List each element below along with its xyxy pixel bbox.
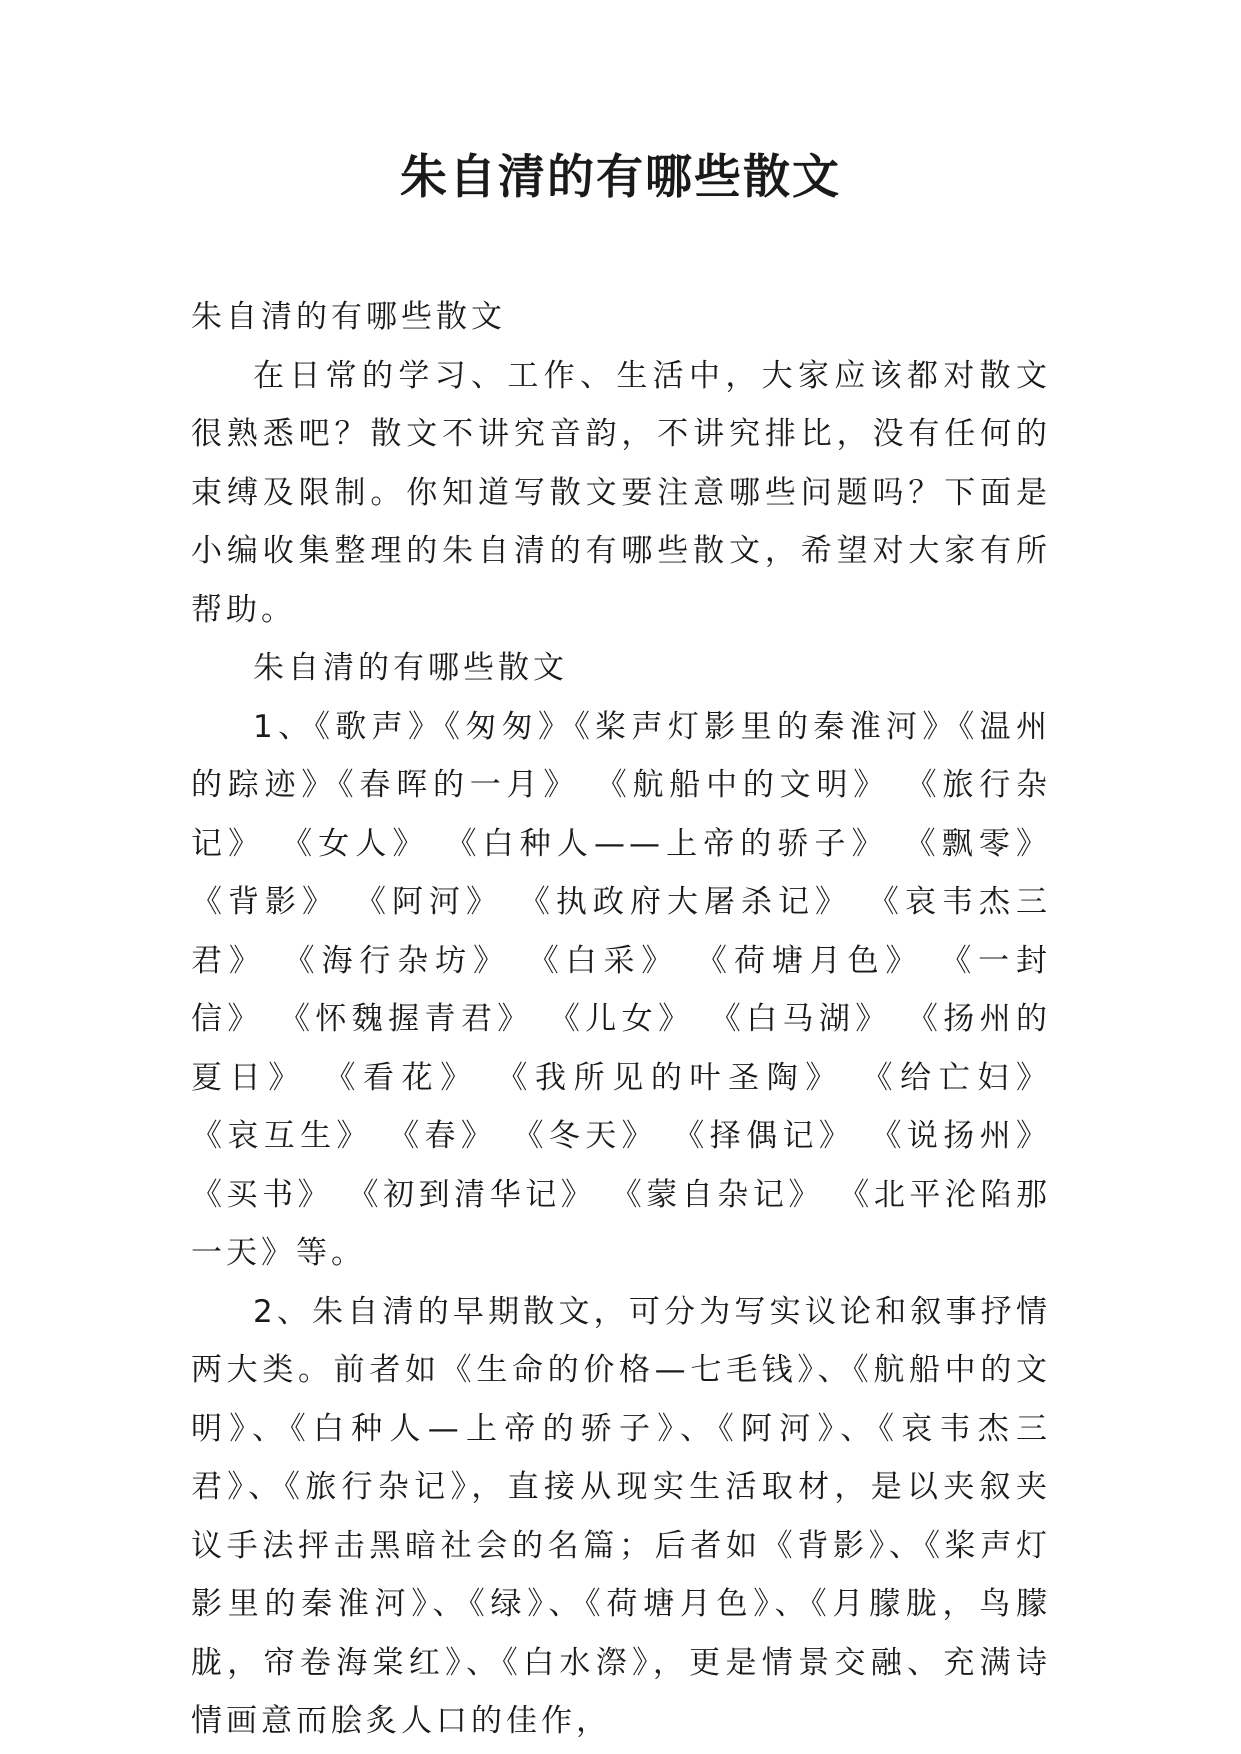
section-heading: 朱自清的有哪些散文 xyxy=(253,650,568,686)
document-body xyxy=(191,288,1051,1751)
intro-paragraph: 在日常的学习、工作、生活中，大家应该都对散文很熟悉吧？散文不讲究音韵，不讲究排比，没有任何的束缚及限制。你知道写散文要注意哪些问题吗？下面是小编收集整理的朱自清的有哪些散文，希望对大家有所帮助。 xyxy=(191,357,1051,628)
document-title: 朱自清的有哪些散文 xyxy=(400,150,841,205)
early-essays-paragraph: 2、朱自清的早期散文，可分为写实议论和叙事抒情两大类。前者如《生命的价格—七毛钱》、《航船中的文明》、《白种人—上帝的骄子》、《阿河》、《哀韦杰三君》、《旅行杂记》，直接从现实生活取材，是以夹叙夹议手法抨击黑暗社会的名篇；后者如《背影》、《桨声灯影里的秦淮河》、《绿》、《荷塘月色》、《月朦胧，鸟朦胧，帘卷海棠红》、《白水漈》，更是情景交融、充满诗情画意而脍炙人口的佳作， xyxy=(191,1293,1051,1739)
essay-list-paragraph: 1、《歌声》《匆匆》《桨声灯影里的秦淮河》《温州的踪迹》《春晖的一月》 《航船中的文明》 《旅行杂记》 《女人》 《白种人——上帝的骄子》 《飘零》 《背影》 《阿河》 《执政府大屠杀记》 《哀韦杰三君》 《海行杂坊》 《白采》 《荷塘月色》 《一封信》 《怀魏握青君》 《儿女》 《白马湖》 《扬州的夏日》 《看花》 《我所见的叶圣陶》 《给亡妇》 《哀互生》 《春》 《冬天》 《择偶记》 《说扬州》 《买书》 《初到清华记》 《蒙自杂记》 《北平沦陷那一天》等。 xyxy=(191,708,1051,1271)
body-heading: 朱自清的有哪些散文 xyxy=(191,299,506,335)
